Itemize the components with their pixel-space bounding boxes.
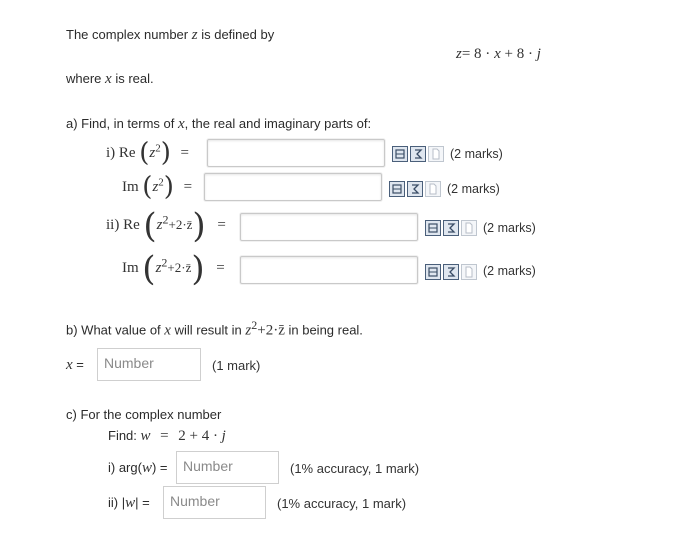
part-c-prompt: c) For the complex number: [66, 407, 222, 422]
abs-w-label: ii) |w| =: [108, 495, 150, 511]
re-z2-input[interactable]: [207, 139, 385, 167]
document-icon[interactable]: [461, 264, 477, 280]
find-w: Find: w = 2 + 4 · j: [108, 428, 226, 444]
abs-w-input[interactable]: Number: [163, 486, 266, 519]
matrix-editor-icon[interactable]: [392, 146, 408, 162]
arg-w-input[interactable]: Number: [176, 451, 279, 484]
document-icon[interactable]: [425, 181, 441, 197]
row-3-label: ii) Re $(z^2+2\cdot z̄)$ =: [106, 206, 226, 246]
arg-w-marks: (1% accuracy, 1 mark): [290, 461, 420, 476]
defining-equation: z= 8 · x + 8 · j: [456, 46, 541, 62]
where-text: where x is real.: [66, 71, 154, 87]
row-4-label: Im $(z^2+2\cdot z̄)$ =: [122, 249, 225, 289]
sigma-editor-icon[interactable]: [443, 264, 459, 280]
arg-w-label: i) arg(w) =: [108, 460, 168, 476]
re-expr-input[interactable]: [240, 213, 418, 241]
row-4-marks: (2 marks): [483, 264, 536, 278]
row-4-tools: [425, 264, 477, 280]
row-2-marks: (2 marks): [447, 182, 500, 196]
im-z2-input[interactable]: [204, 173, 382, 201]
row-3-marks: (2 marks): [483, 221, 536, 235]
matrix-editor-icon[interactable]: [425, 220, 441, 236]
row-1-marks: (2 marks): [450, 147, 503, 161]
part-b-marks: (1 mark): [212, 358, 261, 373]
x-value-input[interactable]: Number: [97, 348, 201, 381]
im-expr-input[interactable]: [240, 256, 418, 284]
document-icon[interactable]: [428, 146, 444, 162]
abs-w-marks: (1% accuracy, 1 mark): [277, 496, 407, 511]
row-2-tools: [389, 181, 441, 197]
matrix-editor-icon[interactable]: [389, 181, 405, 197]
matrix-editor-icon[interactable]: [425, 264, 441, 280]
intro-text: The complex number z is defined by: [66, 27, 275, 43]
row-1-label: i) Re $(z^2)$ =: [106, 138, 189, 168]
sigma-editor-icon[interactable]: [443, 220, 459, 236]
row-1-tools: [392, 146, 444, 162]
row-2-label: Im $(z^2)$ =: [122, 172, 193, 202]
sigma-editor-icon[interactable]: [407, 181, 423, 197]
document-icon[interactable]: [461, 220, 477, 236]
x-input-label: x =: [66, 357, 84, 373]
part-a-prompt: a) Find, in terms of x, the real and imaginary parts of:: [66, 116, 372, 132]
sigma-editor-icon[interactable]: [410, 146, 426, 162]
part-b-prompt: b) What value of x will result in $z^2+2\cdot z̄$ in being real.: [66, 318, 363, 339]
row-3-tools: [425, 220, 477, 236]
